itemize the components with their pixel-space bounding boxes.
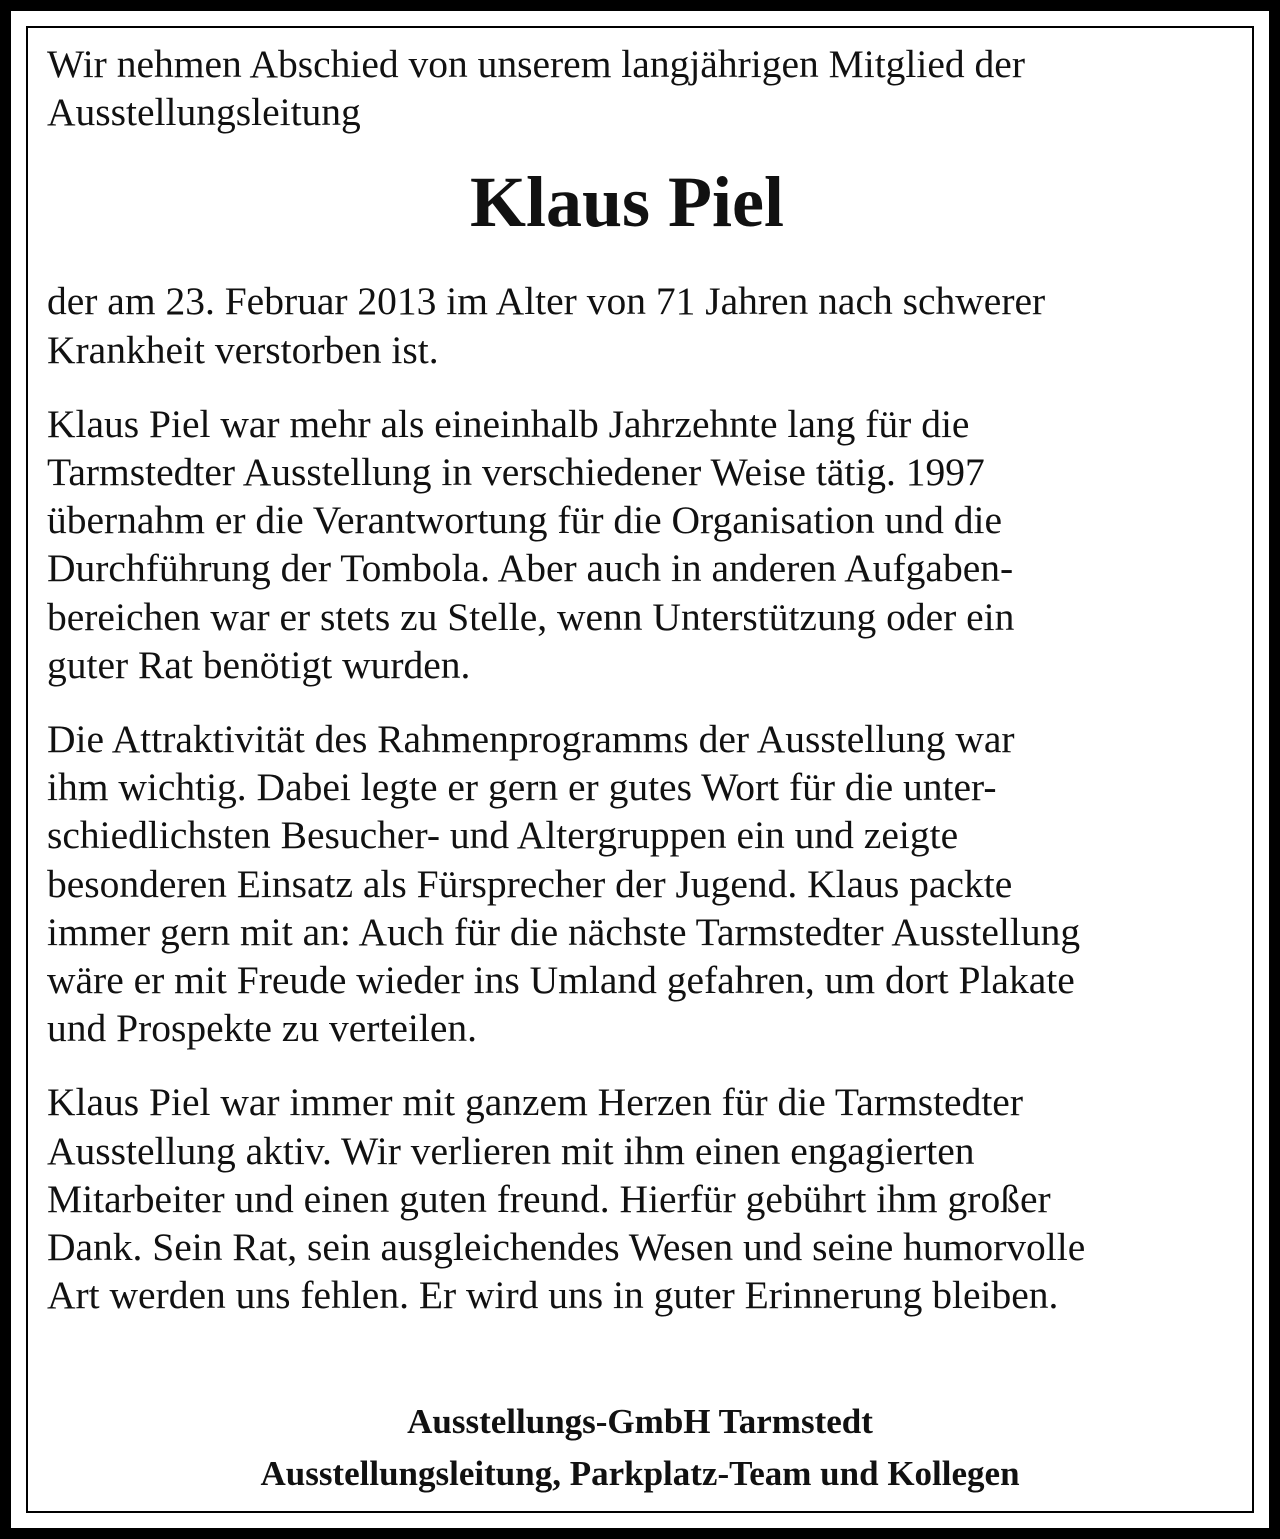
paragraph-program: Die Attraktivität des Rahmenprogramms der Ausstellung war ihm wichtig. Dabei legte er gern er gutes Wort für die unter- schiedlichsten Besucher- und Altergruppen ein und zeigte besonderen Einsatz als Fürsprecher der Jugend. Klaus packte immer gern mit an: Auch für die nächste Tarmstedter Ausstellung wäre er mit Freude wieder ins Umland gefahren, um dort Plakate und Prospekte zu verteilen. [47, 717, 1081, 1051]
intro-text: Wir nehmen Abschied von unserem langjährigen Mitglied der Ausstellungsleitung [47, 42, 1025, 135]
obituary-body [47, 40, 1247, 1345]
paragraph-death-notice: der am 23. Februar 2013 im Alter von 71 Jahren nach schwerer Krankheit verstorben ist. [47, 279, 1046, 372]
signature-team: Ausstellungsleitung, Parkplatz-Team und Kollegen [260, 1454, 1020, 1493]
paragraph-tenure: Klaus Piel war mehr als eineinhalb Jahrzehnte lang für die Tarmstedter Ausstellung in verschiedener Weise tätig. 1997 übernahm er die Verantwortung für die Organisation und die Durchführung der Tombola. Aber auch in anderen Aufgaben- bereichen war er stets zu Stelle, wenn Unterstützung oder ein guter Rat benötigt wurden. [47, 401, 1015, 687]
paragraph-tribute: Klaus Piel war immer mit ganzem Herzen für die Tarmstedter Ausstellung aktiv. Wir verlieren mit ihm einen engagierten Mitarbeiter und einen guten freund. Hierfür gebührt ihm großer Dank. Sein Rat, sein ausgleichendes Wesen und seine humorvolle Art werden uns fehlen. Er wird uns in guter Erinnerung bleiben. [47, 1080, 1086, 1318]
deceased-name: Klaus Piel [469, 162, 784, 243]
signature-company: Ausstellungs-GmbH Tarmstedt [407, 1402, 873, 1441]
